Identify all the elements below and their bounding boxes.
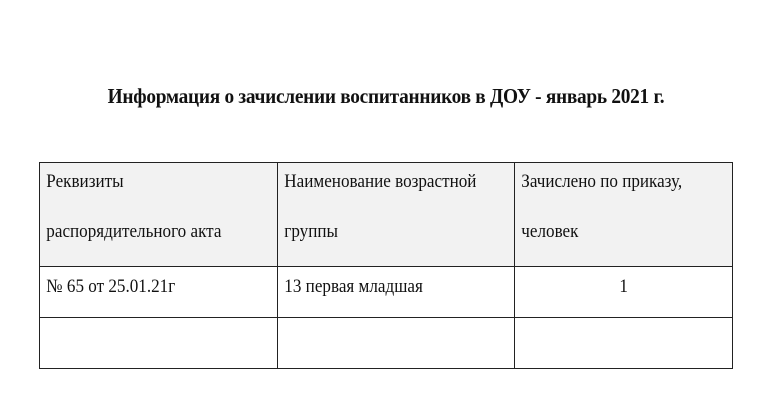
- cell-act-details: [40, 267, 278, 318]
- act-details-value: № 65 от 25.01.21г: [46, 276, 176, 297]
- header-cell-enrolled-count: [514, 163, 732, 267]
- header-cell-act-details: [40, 163, 278, 267]
- table-row: [40, 267, 733, 318]
- header-enrolled-count-line2: человек: [520, 221, 579, 242]
- table-row-empty: [40, 318, 733, 369]
- enrolled-count-value: 1: [619, 276, 628, 297]
- header-act-details-line2: распорядительного акта: [46, 221, 222, 242]
- cell-group-name-empty: [278, 318, 514, 369]
- cell-act-details-empty: [40, 318, 278, 369]
- table-header-row: [40, 163, 733, 267]
- cell-group-name: [278, 267, 514, 318]
- cell-enrolled-count: [514, 267, 732, 318]
- header-group-name-line1: Наименование возрастной: [284, 171, 477, 192]
- enrollment-table: [39, 162, 733, 369]
- header-enrolled-count-line1: Зачислено по приказу,: [520, 171, 682, 192]
- cell-enrolled-count-empty: [514, 318, 732, 369]
- page-title: Информация о зачислении воспитанников в ДОУ - январь 2021 г.: [107, 84, 665, 108]
- group-name-value: 13 первая младшая: [284, 276, 424, 297]
- header-cell-group-name: [278, 163, 514, 267]
- header-act-details-line1: Реквизиты: [46, 171, 124, 192]
- header-group-name-line2: группы: [284, 221, 339, 242]
